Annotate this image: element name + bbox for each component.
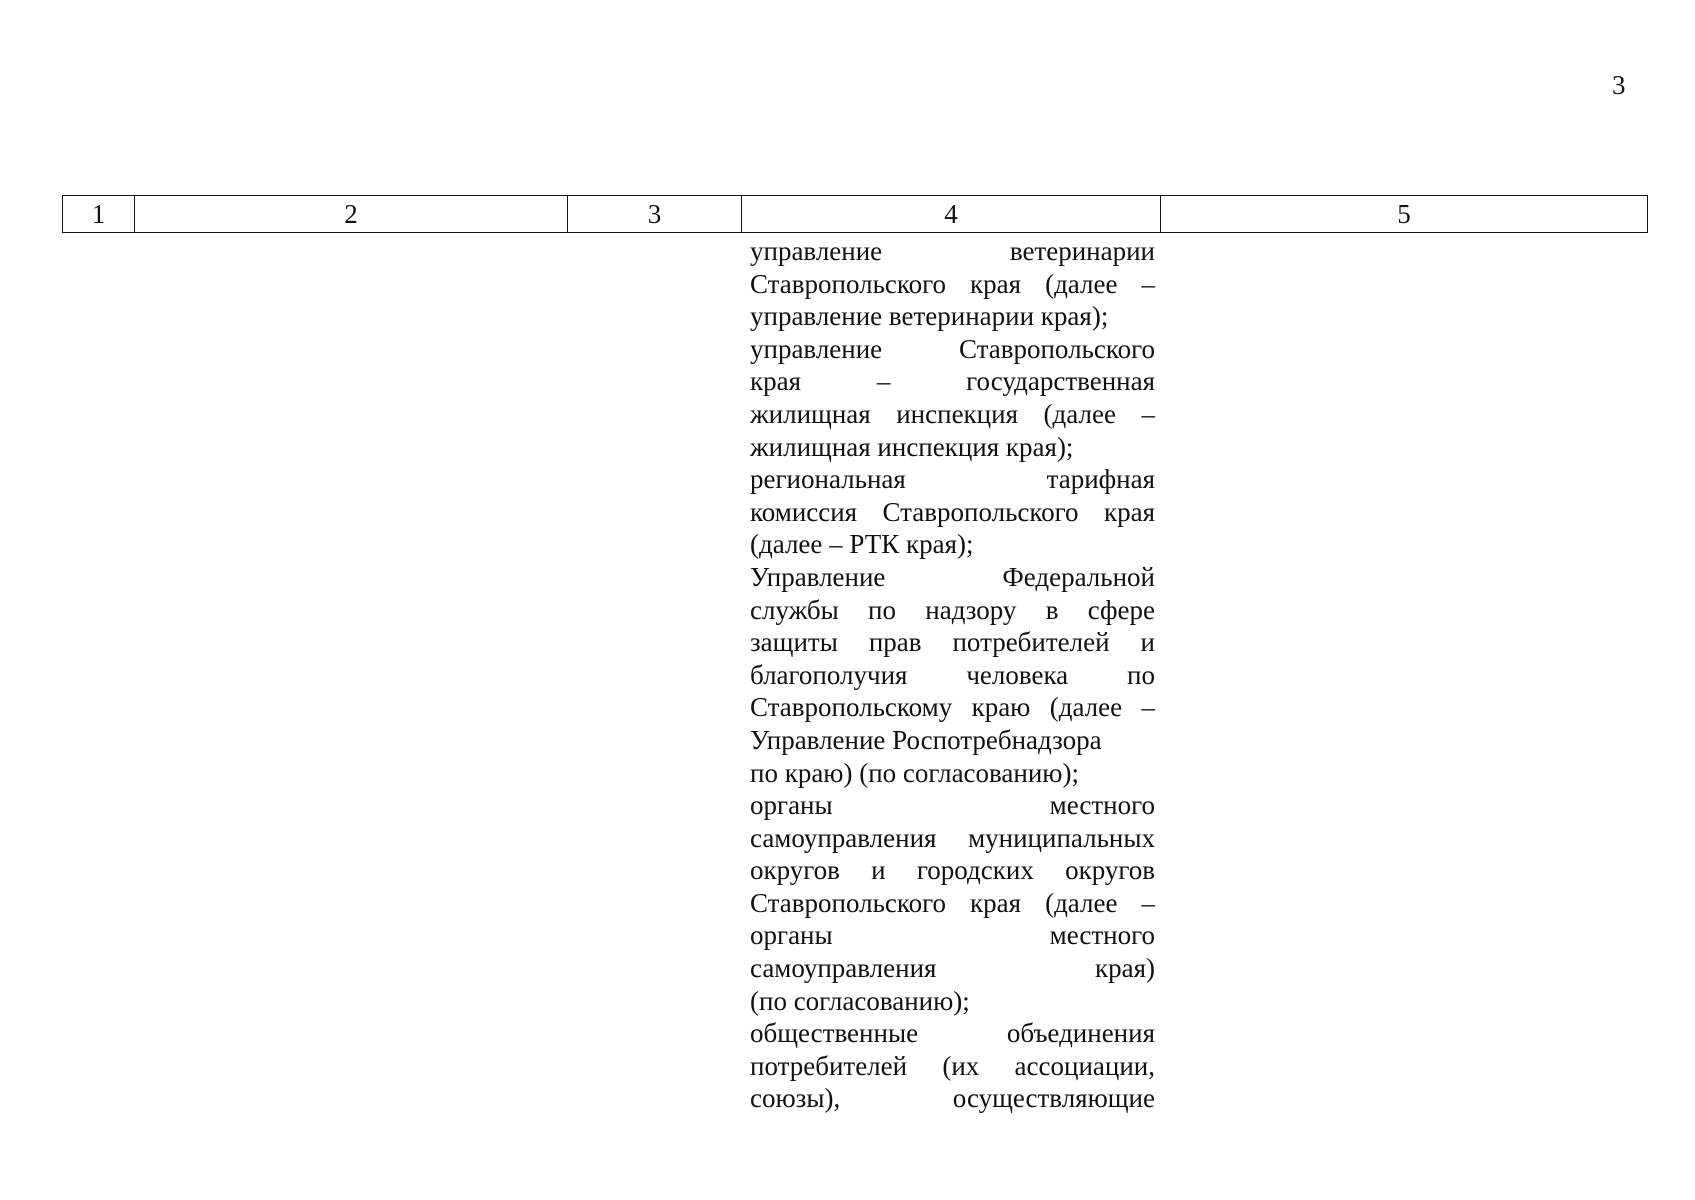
text-line: защиты прав потребителей и — [750, 627, 1155, 658]
column-number-header-row — [62, 195, 1648, 233]
text-line: самоуправления края) — [750, 953, 1155, 984]
column-number-5: 5 — [1161, 196, 1648, 233]
text-line: управление ветеринарии края); — [750, 301, 1109, 332]
text-line: (по согласованию); — [750, 985, 970, 1016]
text-line: Ставропольского края (далее – — [750, 887, 1155, 918]
text-line: края – государственная — [750, 366, 1155, 397]
column-number-1: 1 — [63, 196, 135, 233]
text-line: потребителей (их ассоциации, — [750, 1050, 1155, 1081]
column-number-4: 4 — [742, 196, 1161, 233]
text-line: Управление Роспотребнадзора — [750, 724, 1102, 755]
text-line: округов и городских округов — [750, 855, 1155, 886]
text-line: общественные объединения — [750, 1018, 1155, 1049]
text-line: комиссия Ставропольского края — [750, 496, 1155, 527]
text-line: управление Ставропольского — [750, 333, 1155, 364]
text-line: Управление Федеральной — [750, 561, 1155, 592]
column-number-2: 2 — [135, 196, 568, 233]
page-number: 3 — [1612, 70, 1626, 100]
text-line: благополучия человека по — [750, 659, 1155, 690]
text-line: Ставропольского края (далее – — [750, 268, 1155, 299]
text-line: (далее – РТК края); — [750, 529, 974, 560]
text-line: управление ветеринарии — [750, 236, 1155, 266]
text-line: самоуправления муниципальных — [750, 822, 1155, 853]
text-line: союзы), осуществляющие — [750, 1083, 1155, 1114]
text-line: органы местного — [750, 790, 1155, 821]
text-line: органы местного — [750, 920, 1155, 951]
table-row — [63, 196, 1648, 233]
text-line: жилищная инспекция (далее – — [750, 398, 1155, 429]
text-line: региональная тарифная — [750, 464, 1155, 495]
column-number-3: 3 — [568, 196, 742, 233]
column-4-text — [750, 235, 1155, 1115]
text-line: службы по надзору в сфере — [750, 594, 1155, 625]
text-line: Ставропольскому краю (далее – — [750, 692, 1155, 723]
text-line: жилищная инспекция края); — [750, 431, 1074, 462]
text-line: по краю) (по согласованию); — [750, 757, 1079, 788]
